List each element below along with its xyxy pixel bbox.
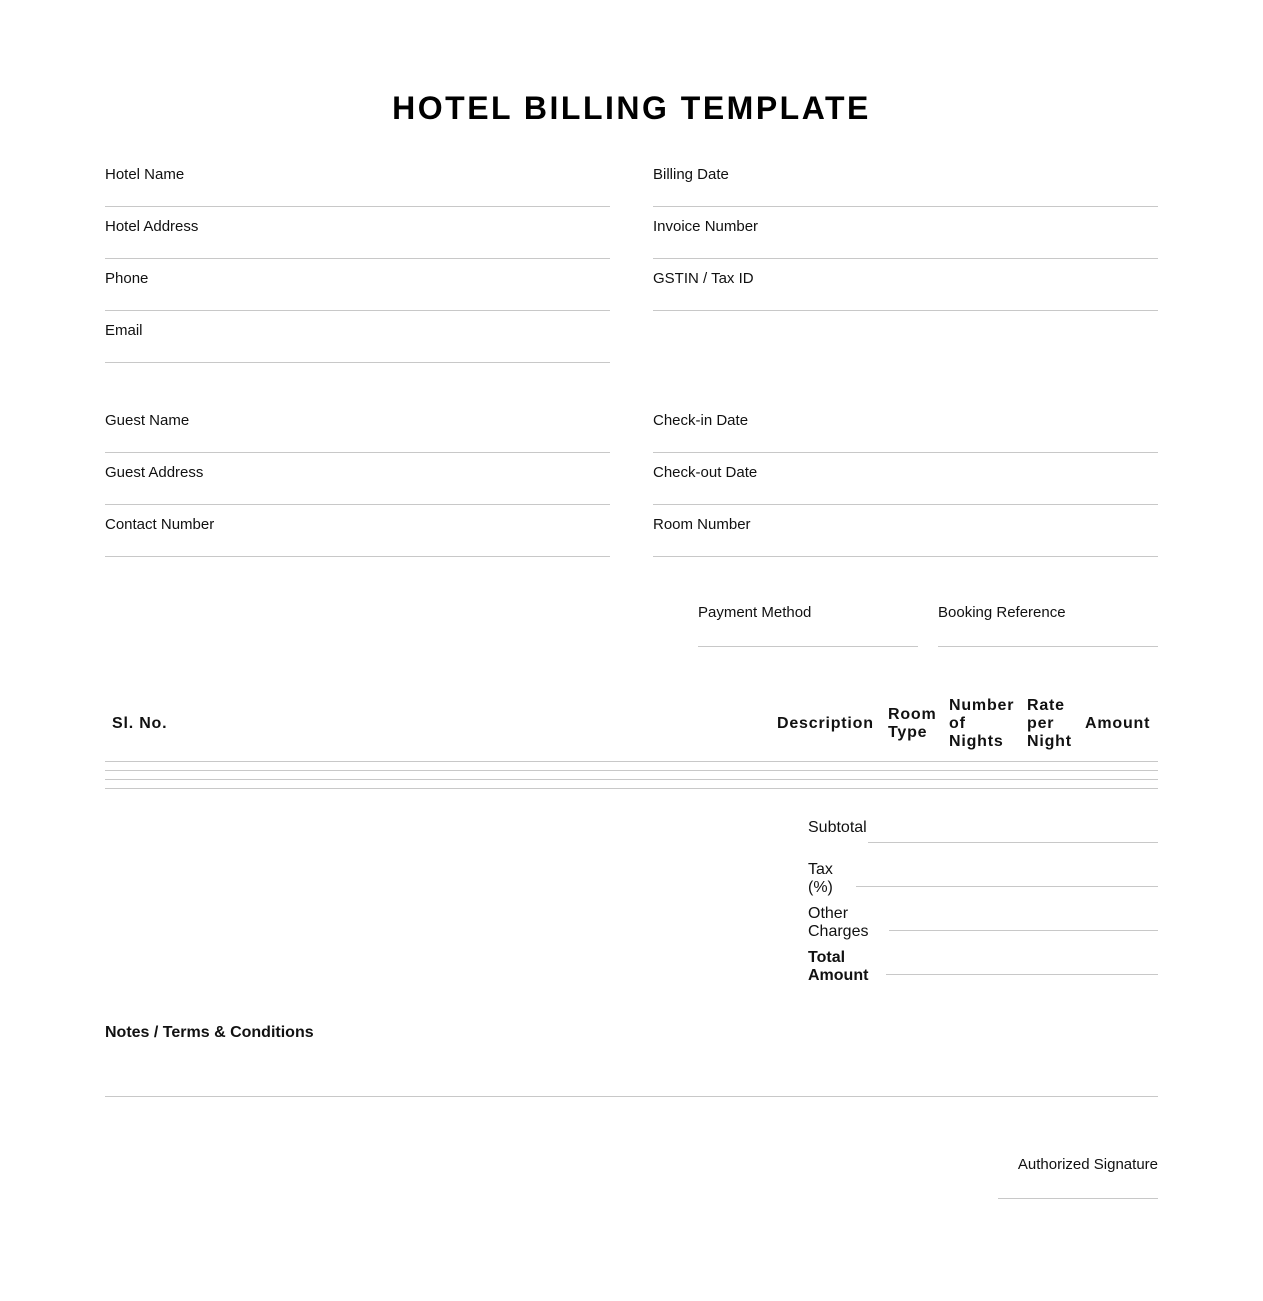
payment-method-input[interactable]: [698, 627, 918, 645]
items-table-header: [105, 690, 1158, 762]
invoice-number-field: [653, 207, 1158, 259]
column-rate-per-night: Rate per Night: [1027, 697, 1072, 750]
notes-input[interactable]: [105, 1048, 1158, 1097]
tax-row: [808, 860, 1158, 896]
email-field: [105, 311, 610, 363]
contact-number-input[interactable]: [105, 537, 610, 555]
guest-address-input[interactable]: [105, 485, 610, 503]
guest-name-field: [105, 401, 610, 453]
column-number-of-nights: Number of Nights: [949, 697, 1015, 750]
phone-input[interactable]: [105, 291, 610, 309]
tax-input-line[interactable]: [856, 886, 1158, 887]
tax-id-input[interactable]: [653, 291, 1158, 309]
signature-label: Authorized Signature: [1017, 1156, 1158, 1173]
room-number-field: [653, 505, 1158, 557]
other-charges-input-line[interactable]: [889, 930, 1158, 931]
total-amount-label: Total Amount: [808, 949, 869, 984]
subtotal-row: [808, 818, 1158, 844]
invoice-number-input[interactable]: [653, 239, 1158, 257]
guest-address-label: Guest Address: [105, 464, 204, 481]
other-charges-row: [808, 904, 1158, 940]
checkin-date-label: Check-in Date: [653, 412, 749, 429]
other-charges-label: Other Charges: [808, 905, 869, 940]
checkout-date-input[interactable]: [653, 485, 1158, 503]
total-amount-row: [808, 948, 1158, 984]
tax-label: Tax (%): [808, 861, 833, 896]
hotel-address-label: Hotel Address: [105, 218, 199, 235]
booking-reference-label: Booking Reference: [938, 604, 1066, 621]
table-row[interactable]: [105, 779, 1158, 780]
payment-method-field: [698, 593, 918, 647]
checkin-date-field: [653, 401, 1158, 453]
column-description: Description: [777, 715, 874, 732]
hotel-address-field: [105, 207, 610, 259]
contact-number-field: [105, 505, 610, 557]
payment-method-label: Payment Method: [698, 604, 812, 621]
room-number-input[interactable]: [653, 537, 1158, 555]
column-room-type: Room Type: [888, 706, 937, 741]
subtotal-input-line[interactable]: [868, 842, 1158, 843]
billing-date-input[interactable]: [653, 187, 1158, 205]
email-input[interactable]: [105, 343, 610, 361]
guest-name-label: Guest Name: [105, 412, 190, 429]
phone-field: [105, 259, 610, 311]
guest-name-input[interactable]: [105, 433, 610, 451]
hotel-name-input[interactable]: [105, 187, 610, 205]
contact-number-label: Contact Number: [105, 516, 215, 533]
table-row[interactable]: [105, 788, 1158, 789]
tax-id-label: GSTIN / Tax ID: [653, 270, 754, 287]
checkout-date-field: [653, 453, 1158, 505]
email-label: Email: [105, 322, 143, 339]
booking-reference-field: [938, 593, 1158, 647]
tax-id-field: [653, 259, 1158, 311]
notes-label: Notes / Terms & Conditions: [105, 1024, 314, 1041]
subtotal-label: Subtotal: [808, 819, 867, 836]
hotel-address-input[interactable]: [105, 239, 610, 257]
phone-label: Phone: [105, 270, 149, 287]
total-amount-input-line[interactable]: [886, 974, 1158, 975]
column-amount: Amount: [1085, 715, 1151, 732]
signature-line[interactable]: [998, 1198, 1158, 1199]
column-sl-no: Sl. No.: [112, 715, 168, 732]
room-number-label: Room Number: [653, 516, 751, 533]
booking-reference-input[interactable]: [938, 627, 1158, 645]
hotel-name-field: [105, 155, 610, 207]
table-row[interactable]: [105, 770, 1158, 771]
billing-date-label: Billing Date: [653, 166, 729, 183]
billing-date-field: [653, 155, 1158, 207]
hotel-name-label: Hotel Name: [105, 166, 185, 183]
page-title: HOTEL BILLING TEMPLATE: [392, 90, 871, 126]
guest-address-field: [105, 453, 610, 505]
checkin-date-input[interactable]: [653, 433, 1158, 451]
checkout-date-label: Check-out Date: [653, 464, 758, 481]
invoice-number-label: Invoice Number: [653, 218, 759, 235]
